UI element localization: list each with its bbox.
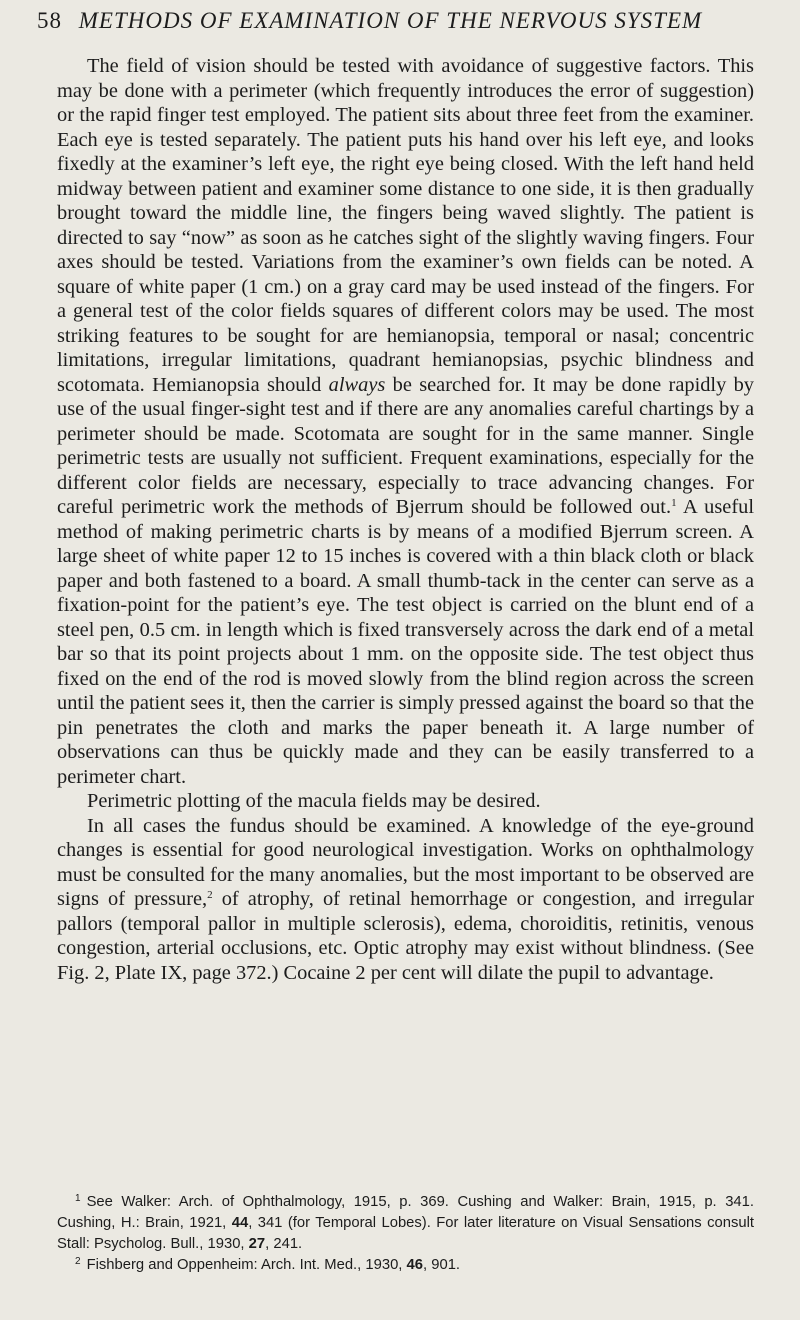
footnote-text: , 241. xyxy=(265,1236,303,1252)
footnote-text: , 901. xyxy=(423,1257,461,1273)
footnote-text: Fishberg and Oppenheim: Arch. Int. Med., 1930, xyxy=(86,1257,403,1273)
volume-number: 46 xyxy=(406,1257,424,1273)
footnote-text: See Walker: Arch. of Ophthalmology, 1915, p. 369. Cushing and Walker: Brain, 1915, p. 341. Cushing, H.: Brain, 1921, xyxy=(57,1194,754,1231)
footnote-text: , 341 (for Temporal Lobes). For later literature on Visual Sensations consult Stall: Psycholog. Bull., 1930, xyxy=(57,1215,754,1252)
footnote-mark: 2 xyxy=(75,1256,81,1267)
footnote-ref-1[interactable]: 1 xyxy=(671,497,677,509)
body-text xyxy=(57,54,754,985)
paragraph-text: be searched for. It may be done rapidly by use of the usual finger-sight test and if there are any anomalies careful chartings by a perimeter should be made. Scotomata are sought for in the same manner. Single perimetric tests are usually not sufficient. Frequent examinations, especially for the different color fields are necessary, especially to trace advancing changes. For careful perimetric work the methods of Bjerrum should be followed out. xyxy=(57,373,754,518)
volume-number: 27 xyxy=(248,1236,266,1252)
paragraph-text: In all cases the fundus should be examined. A knowledge of the eye-ground changes is essential for good neurological investigation. Works on ophthalmology must be consulted for the many anomalies, but the most important to be observed are signs of pressure, xyxy=(57,814,754,910)
paragraph-text: of atrophy, of retinal hemorrhage or congestion, and irregular pallors (temporal pallor in multiple sclerosis), edema, choroiditis, retinitis, venous congestion, arterial occlusions, etc. Optic atrophy may exist without blindness. (See Fig. 2, Plate IX, page 372.) Cocaine 2 per cent will dilate the pupil to advantage. xyxy=(57,888,754,984)
footnote-ref-2[interactable]: 2 xyxy=(207,889,213,901)
emphasis-always: always xyxy=(328,373,386,396)
page-number: 58 xyxy=(37,8,62,33)
running-title: METHODS OF EXAMINATION OF THE NERVOUS SYSTEM xyxy=(78,8,703,33)
paragraph-fundus xyxy=(57,814,754,986)
running-header xyxy=(37,8,767,34)
footnote-1 xyxy=(57,1192,754,1255)
footnotes xyxy=(57,1192,754,1276)
paragraph-macula: Perimetric plotting of the macula fields may be desired. xyxy=(87,790,541,812)
footnote-2 xyxy=(57,1255,754,1276)
paragraph-text: The field of vision should be tested with avoidance of suggestive factors. This may be done with a perimeter (which frequently introduces the error of suggestion) or the rapid finger test employed. The patient sits about three feet from the examiner. Each eye is tested separately. The patient puts his hand over his left eye, and looks fixedly at the examiner’s left eye, the right eye being closed. With the left hand held midway between patient and examiner some distance to one side, it is then gradually brought toward the middle line, the fingers being waved slightly. The patient is directed to say “now” as soon as he catches sight of the slightly waving fingers. Four axes should be tested. Variations from the examiner’s own fields can be noted. A square of white paper (1 cm.) on a gray card may be used instead of the fingers. For a general test of the color fields squares of different colors may be used. The most striking features to be sought for are hemianopsia, temporal or nasal; concentric limitations, irregular limitations, quadrant hemianopsias, psychic blindness and scotomata. Hemianopsia should xyxy=(57,55,754,396)
volume-number: 44 xyxy=(231,1215,249,1231)
paragraph-visual-fields xyxy=(57,54,754,789)
footnote-mark: 1 xyxy=(75,1193,81,1204)
paragraph-text: A useful method of making perimetric charts is by means of a modified Bjerrum screen. A large sheet of white paper 12 to 15 inches is covered with a thin black cloth or black paper and both fastened to a board. A small thumb-tack in the center can serve as a fixation-point for the patient’s eye. The test object is carried on the blunt end of a steel pen, 0.5 cm. in length which is fixed transversely across the dark end of a metal bar so that its point projects about 1 mm. on the opposite side. The test object thus fixed on the end of the rod is moved slowly from the blind region across the screen until the patient sees it, then the carrier is simply pressed against the board so that the pin penetrates the cloth and marks the paper beneath it. A large number of observations can thus be quickly made and they can be easily transferred to a perimeter chart. xyxy=(57,496,755,788)
